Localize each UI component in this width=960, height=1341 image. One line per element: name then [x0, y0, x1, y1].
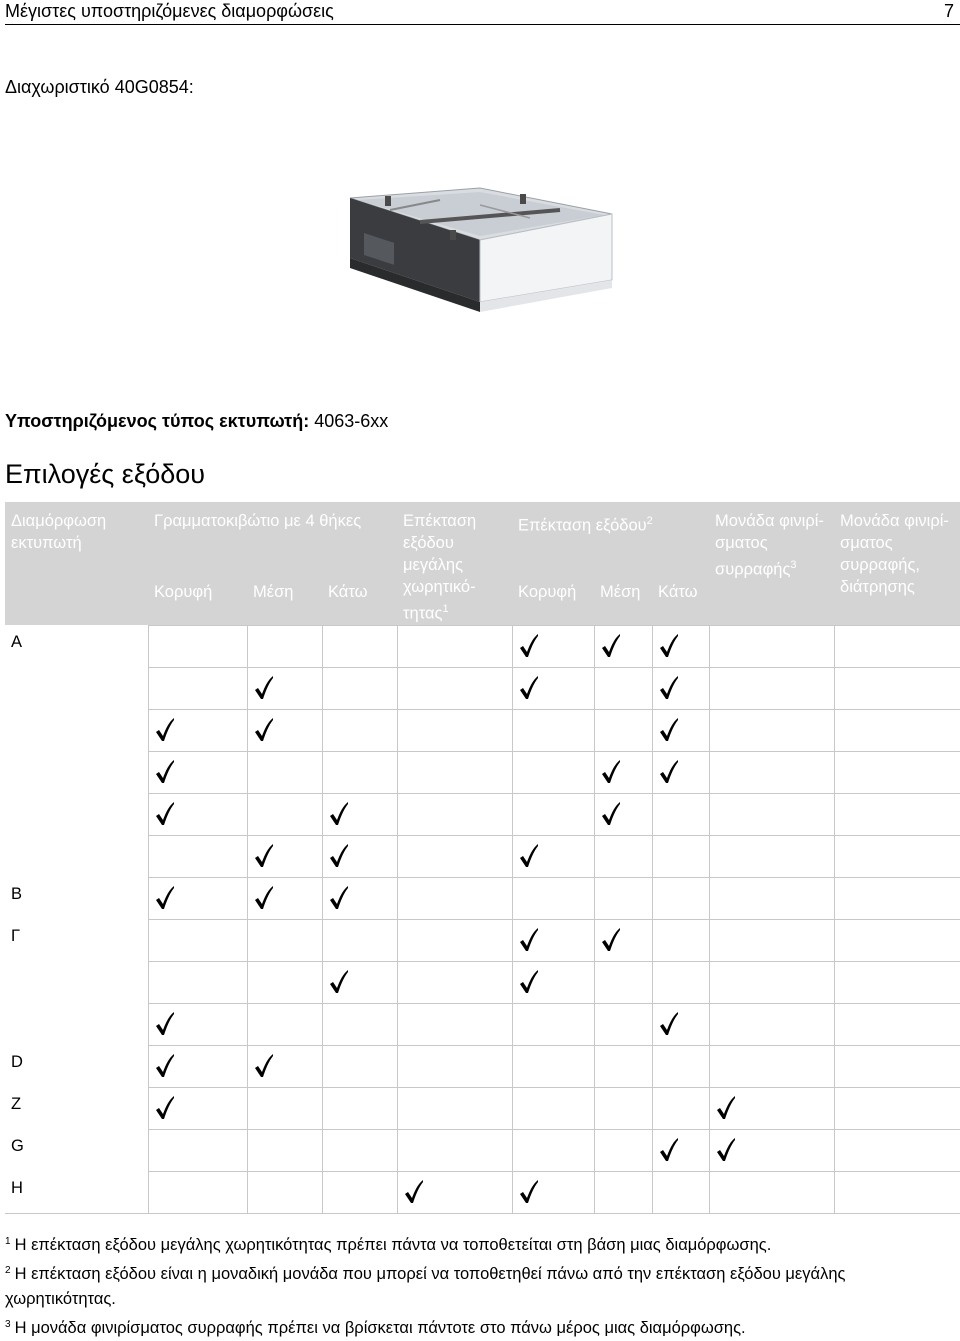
header-expander-middle: Μέση — [594, 560, 652, 625]
checkmark-icon — [155, 1011, 175, 1037]
option-cell — [834, 667, 960, 709]
checkmark-icon — [659, 675, 679, 701]
table-row — [5, 793, 960, 835]
option-cell — [594, 1087, 652, 1129]
option-cell — [247, 1087, 322, 1129]
option-cell — [322, 1171, 397, 1213]
checkmark-icon — [329, 801, 349, 827]
table-row — [5, 835, 960, 877]
option-cell — [594, 961, 652, 1003]
option-cell — [594, 1003, 652, 1045]
config-label: B — [11, 885, 23, 903]
printer-type-value: 4063-6xx — [309, 411, 389, 431]
option-cell — [512, 835, 594, 877]
option-cell — [397, 667, 512, 709]
option-cell — [322, 919, 397, 961]
option-cell — [148, 919, 247, 961]
option-cell — [397, 1129, 512, 1171]
option-cell — [652, 835, 709, 877]
config-label: D — [11, 1053, 23, 1071]
table-row — [5, 751, 960, 793]
checkmark-icon — [519, 675, 539, 701]
checkmark-icon — [155, 759, 175, 785]
option-cell — [834, 709, 960, 751]
option-cell — [834, 1129, 960, 1171]
header-expander-bottom: Κάτω — [652, 560, 709, 625]
config-label — [5, 667, 148, 709]
option-cell — [247, 835, 322, 877]
option-cell — [247, 919, 322, 961]
config-label — [5, 1003, 148, 1045]
option-cell — [148, 709, 247, 751]
option-cell — [397, 793, 512, 835]
option-cell — [594, 835, 652, 877]
table-row — [5, 919, 960, 961]
checkmark-icon — [254, 717, 274, 743]
checkmark-icon — [519, 1179, 539, 1205]
checkmark-icon — [155, 717, 175, 743]
option-cell — [834, 961, 960, 1003]
option-cell — [247, 961, 322, 1003]
option-cell — [594, 919, 652, 961]
option-cell — [512, 1129, 594, 1171]
checkmark-icon — [155, 1053, 175, 1079]
option-cell — [652, 1003, 709, 1045]
option-cell — [512, 877, 594, 919]
option-cell — [322, 835, 397, 877]
config-label — [5, 793, 148, 835]
option-cell — [148, 1045, 247, 1087]
checkmark-icon — [601, 801, 621, 827]
paper-tray-drawer-image — [330, 170, 630, 380]
option-cell — [322, 1045, 397, 1087]
option-cell — [322, 667, 397, 709]
option-cell — [834, 1171, 960, 1213]
table-row — [5, 1171, 960, 1213]
page-header — [5, 0, 960, 25]
header-printer-configuration: Διαμόρφωση εκτυπωτή — [5, 502, 148, 625]
option-cell — [709, 667, 834, 709]
option-cell — [709, 709, 834, 751]
checkmark-icon — [601, 633, 621, 659]
option-cell — [709, 1003, 834, 1045]
config-label: Γ — [11, 927, 21, 945]
option-cell — [512, 793, 594, 835]
header-expander-top: Κορυφή — [512, 560, 594, 625]
checkmark-icon — [519, 927, 539, 953]
section-title: Επιλογές εξόδου — [5, 459, 206, 489]
option-cell — [709, 1171, 834, 1213]
option-cell — [322, 1087, 397, 1129]
option-cell — [397, 1003, 512, 1045]
option-cell — [652, 793, 709, 835]
option-cell — [322, 1129, 397, 1171]
checkmark-icon — [155, 801, 175, 827]
config-label — [5, 835, 148, 877]
option-cell — [247, 1045, 322, 1087]
option-cell — [247, 751, 322, 793]
option-cell — [397, 1045, 512, 1087]
option-cell — [247, 667, 322, 709]
option-cell — [247, 1171, 322, 1213]
option-cell — [834, 835, 960, 877]
option-cell — [512, 709, 594, 751]
option-cell — [512, 625, 594, 667]
option-cell — [148, 751, 247, 793]
option-cell — [512, 919, 594, 961]
checkmark-icon — [254, 1053, 274, 1079]
config-label: Z — [11, 1095, 22, 1113]
option-cell — [594, 667, 652, 709]
table-row — [5, 1129, 960, 1171]
checkmark-icon — [155, 1095, 175, 1121]
option-cell — [709, 1087, 834, 1129]
checkmark-icon — [659, 633, 679, 659]
option-cell — [652, 1087, 709, 1129]
option-cell — [247, 1129, 322, 1171]
option-cell — [652, 1129, 709, 1171]
option-cell — [512, 1045, 594, 1087]
option-cell — [594, 1171, 652, 1213]
option-cell — [709, 793, 834, 835]
output-options-table — [5, 502, 960, 1214]
option-cell — [512, 1087, 594, 1129]
option-cell — [709, 877, 834, 919]
option-cell — [512, 667, 594, 709]
option-cell — [709, 1045, 834, 1087]
config-label — [5, 709, 148, 751]
option-cell — [148, 835, 247, 877]
option-cell — [512, 1003, 594, 1045]
option-cell — [834, 919, 960, 961]
option-cell — [834, 625, 960, 667]
table-row — [5, 1087, 960, 1129]
option-cell — [709, 1129, 834, 1171]
option-cell — [709, 919, 834, 961]
checkmark-icon — [519, 969, 539, 995]
option-cell — [594, 793, 652, 835]
option-cell — [594, 709, 652, 751]
header-mailbox-top: Κορυφή — [148, 560, 247, 625]
option-cell — [322, 625, 397, 667]
option-cell — [594, 1045, 652, 1087]
header-high-capacity-expander: Επέκταση εξόδου μεγάλης χωρητικό- τητας$^1$ — [397, 502, 512, 625]
checkmark-icon — [519, 843, 539, 869]
checkmark-icon — [329, 969, 349, 995]
option-cell — [512, 1171, 594, 1213]
footnotes — [5, 1229, 955, 1341]
checkmark-icon — [659, 759, 679, 785]
option-cell — [397, 709, 512, 751]
checkmark-icon — [254, 843, 274, 869]
checkmark-icon — [519, 633, 539, 659]
option-cell — [247, 793, 322, 835]
checkmark-icon — [659, 1137, 679, 1163]
config-label: H — [5, 1171, 148, 1213]
option-cell — [652, 751, 709, 793]
option-cell — [148, 793, 247, 835]
header-output-expander: Επέκταση εξόδου$^2$ — [512, 502, 709, 560]
option-cell — [247, 709, 322, 751]
option-cell — [397, 877, 512, 919]
header-4-bin-mailbox: Γραμματοκιβώτιο με 4 θήκες — [148, 502, 397, 560]
option-cell — [322, 751, 397, 793]
table-row — [5, 1045, 960, 1087]
option-cell — [148, 1129, 247, 1171]
option-cell — [397, 1087, 512, 1129]
option-cell — [652, 919, 709, 961]
config-label — [5, 751, 148, 793]
checkmark-icon — [254, 885, 274, 911]
option-cell — [322, 1003, 397, 1045]
part-subtitle: Διαχωριστικό 40G0854: — [5, 77, 194, 97]
option-cell — [397, 835, 512, 877]
option-cell — [148, 961, 247, 1003]
checkmark-icon — [716, 1137, 736, 1163]
checkmark-icon — [601, 927, 621, 953]
option-cell — [397, 751, 512, 793]
checkmark-icon — [404, 1179, 424, 1205]
option-cell — [652, 961, 709, 1003]
checkmark-icon — [716, 1095, 736, 1121]
supported-printer-type — [5, 411, 388, 432]
option-cell — [247, 625, 322, 667]
option-cell — [709, 625, 834, 667]
option-cell — [652, 1045, 709, 1087]
option-cell — [652, 667, 709, 709]
config-label — [5, 961, 148, 1003]
checkmark-icon — [155, 885, 175, 911]
option-cell — [247, 1003, 322, 1045]
option-cell — [512, 961, 594, 1003]
option-cell — [834, 1045, 960, 1087]
header-staple-finisher: Μονάδα φινιρί- σματος συρραφής$^3$ — [709, 502, 834, 625]
footnote: $^3$ Η μονάδα φινιρίσματος συρραφής πρέπει να βρίσκεται πάντοτε στο πάνω μέρος μιας διαμόρφωσης. — [5, 1319, 746, 1337]
checkmark-icon — [601, 759, 621, 785]
option-cell — [834, 1003, 960, 1045]
config-label: G — [11, 1137, 24, 1155]
option-cell — [652, 877, 709, 919]
checkmark-icon — [659, 717, 679, 743]
page-header-title: Μέγιστες υποστηριζόμενες διαμορφώσεις — [5, 1, 334, 21]
option-cell — [652, 1171, 709, 1213]
option-cell — [397, 919, 512, 961]
printer-type-label: Υποστηριζόμενος τύπος εκτυπωτή: — [5, 411, 310, 431]
table-row — [5, 709, 960, 751]
config-label: A — [11, 633, 23, 651]
option-cell — [709, 961, 834, 1003]
option-cell — [834, 877, 960, 919]
option-cell — [247, 877, 322, 919]
checkmark-icon — [329, 843, 349, 869]
option-cell — [322, 961, 397, 1003]
option-cell — [652, 709, 709, 751]
checkmark-icon — [329, 885, 349, 911]
option-cell — [834, 793, 960, 835]
table-row — [5, 961, 960, 1003]
checkmark-icon — [254, 675, 274, 701]
header-staple-punch-finisher: Μονάδα φινιρί- σματος συρραφής, διάτρησης — [834, 502, 960, 625]
option-cell — [148, 667, 247, 709]
option-cell — [397, 625, 512, 667]
table-row — [5, 625, 960, 667]
option-cell — [834, 751, 960, 793]
option-cell — [397, 1171, 512, 1213]
option-cell — [512, 751, 594, 793]
option-cell — [148, 1171, 247, 1213]
option-cell — [594, 877, 652, 919]
table-row — [5, 1003, 960, 1045]
option-cell — [594, 751, 652, 793]
option-cell — [148, 1087, 247, 1129]
header-mailbox-bottom: Κάτω — [322, 560, 397, 625]
option-cell — [322, 877, 397, 919]
option-cell — [397, 961, 512, 1003]
option-cell — [709, 835, 834, 877]
table-row — [5, 877, 960, 919]
header-mailbox-middle: Μέση — [247, 560, 322, 625]
table-row — [5, 667, 960, 709]
footnote: $^2$ Η επέκταση εξόδου είναι η μοναδική μονάδα που μπορεί να τοποθετηθεί πάνω από την επέκταση εξόδου μεγάλης χωρητικότητας. — [5, 1265, 846, 1308]
option-cell — [594, 625, 652, 667]
option-cell — [322, 793, 397, 835]
option-cell — [148, 877, 247, 919]
option-cell — [652, 625, 709, 667]
option-cell — [148, 625, 247, 667]
option-cell — [834, 1087, 960, 1129]
checkmark-icon — [659, 1011, 679, 1037]
page-number: 7 — [943, 1, 954, 21]
footnote: $^1$ Η επέκταση εξόδου μεγάλης χωρητικότητας πρέπει πάντα να τοποθετείται στη βάση μιας διαμόρφωσης. — [5, 1236, 772, 1254]
option-cell — [594, 1129, 652, 1171]
option-cell — [322, 709, 397, 751]
option-cell — [709, 751, 834, 793]
option-cell — [148, 1003, 247, 1045]
